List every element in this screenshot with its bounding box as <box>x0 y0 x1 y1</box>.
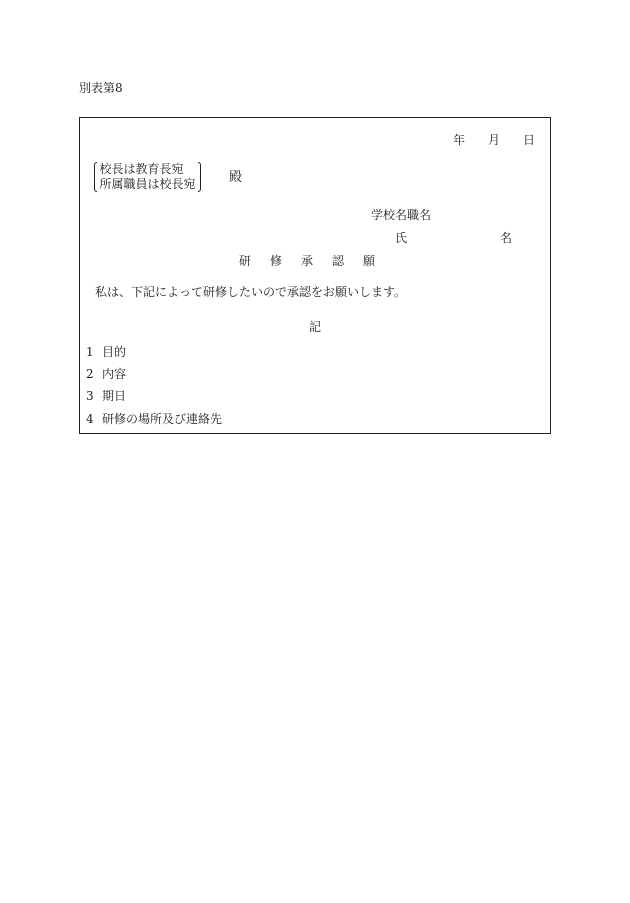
request-body: 私は、下記によって研修したいので承認をお願いします。 <box>95 285 407 299</box>
name-label-mei: 名 <box>500 231 513 245</box>
addressee-line-1: 校長は教育長宛 <box>99 162 184 176</box>
addressee-bracket <box>94 162 201 192</box>
item-label: 内容 <box>102 367 127 381</box>
item-number: 4 <box>86 412 94 426</box>
school-name-label: 学校名職名 <box>371 208 432 222</box>
date-day-label: 日 <box>523 133 536 147</box>
ki-heading: 記 <box>309 320 322 334</box>
addressee-line-2: 所属職員は校長宛 <box>99 176 196 191</box>
item-label: 目的 <box>102 345 127 359</box>
date-month-label: 月 <box>488 133 501 147</box>
list-item <box>86 413 222 425</box>
list-item <box>86 346 126 358</box>
item-label: 期日 <box>102 389 127 403</box>
item-label: 研修の場所及び連絡先 <box>102 412 223 426</box>
form-title: 研修承認願 <box>239 254 395 268</box>
item-number: 1 <box>86 345 94 359</box>
form-number: 別表第8 <box>79 81 123 95</box>
item-number: 3 <box>86 389 94 403</box>
addressee-lines <box>97 162 197 192</box>
list-item <box>86 368 126 380</box>
date-year-label: 年 <box>453 133 466 147</box>
honorific: 殿 <box>229 170 243 185</box>
bracket-right <box>198 162 201 192</box>
list-item <box>86 390 126 402</box>
item-number: 2 <box>86 367 94 381</box>
name-label-shi: 氏 <box>395 231 408 245</box>
